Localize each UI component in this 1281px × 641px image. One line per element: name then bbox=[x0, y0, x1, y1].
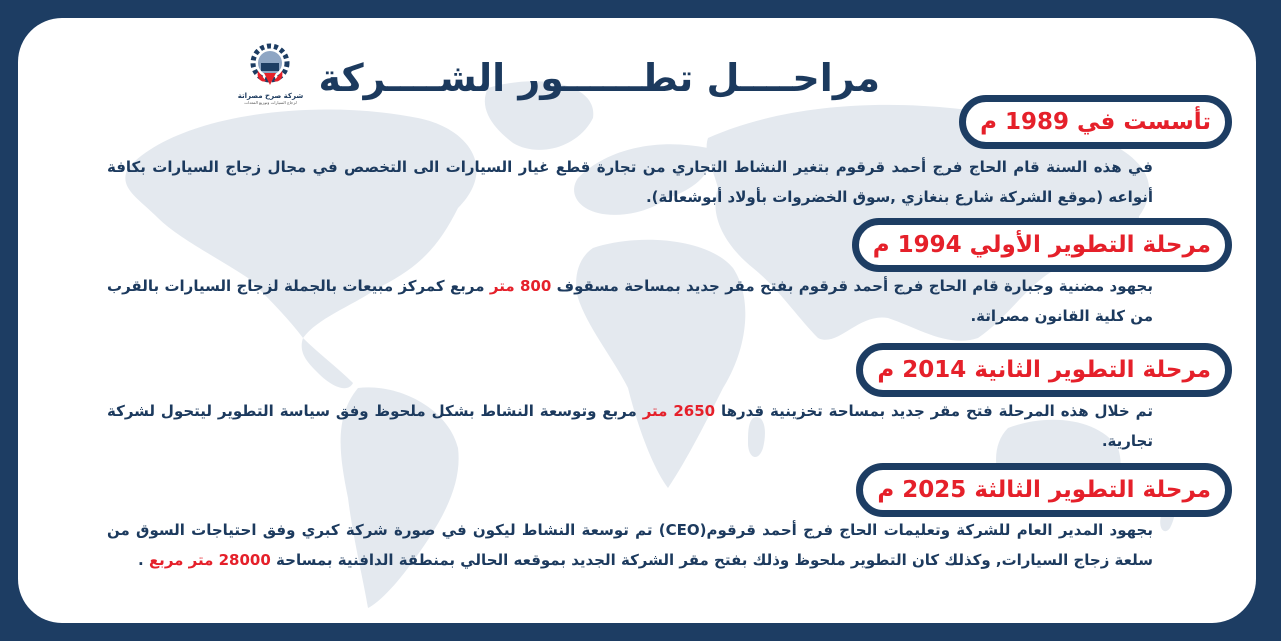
stage-text-segment: مربع وتوسعة النشاط بشكل ملحوظ وفق سياسة التطوير ليتحول لشركة تجارية. bbox=[107, 402, 1153, 450]
stage-text-1994 bbox=[107, 271, 1153, 331]
stage-text-segment: تم خلال هذه المرحلة فتح مقر جديد بمساحة تخزينية قدرها bbox=[715, 402, 1154, 420]
stage-text-segment: . bbox=[138, 551, 149, 569]
stage-title-1989: تأسست في 1989 م bbox=[959, 95, 1232, 149]
stage-title-1994: مرحلة التطوير الأولي 1994 م bbox=[852, 218, 1232, 272]
logo-company-name: شركة صرح مصراتة bbox=[237, 92, 304, 100]
stage-text-2014 bbox=[107, 396, 1153, 456]
stage-text-segment: بجهود مضنية وجبارة قام الحاج فرج أحمد قرقوم بفتح مقر جديد بمساحة مسقوف bbox=[551, 277, 1153, 295]
stage-title-2014: مرحلة التطوير الثانية 2014 م bbox=[856, 343, 1232, 397]
stage-text-1989 bbox=[107, 152, 1153, 212]
stage-text-segment: في هذه السنة قام الحاج فرج أحمد قرقوم بتغير النشاط التجاري من تجارة قطع غيار السيارات الى التخصص في مجال زجاج السيارات بكافة أنواعه (موقع الشركة شارع بنغازي ,سوق الخضروات بأولاد أبوشعالة). bbox=[107, 158, 1153, 206]
logo-tagline: لزجاج السيارات وتوزيع المعدات bbox=[244, 100, 297, 105]
stage-text-segment: مربع كمركز مبيعات بالجملة لزجاج السيارات بالقرب من كلية القانون مصراتة. bbox=[107, 277, 1153, 325]
stage-text-segment: بجهود المدير العام للشركة وتعليمات الحاج فرج أحمد قرقوم(CEO) تم توسعة النشاط ليكون في صورة شركة كبري وفق احتياجات السوق من سلعة زجاج السيارات, وكذلك كان التطوير ملحوظ وذلك بفتح مقر الشركة الجديد بموقعه الحالي بمنطقة الدافنية بمساحة bbox=[107, 521, 1153, 569]
header bbox=[237, 48, 880, 108]
area-highlight: 800 متر bbox=[489, 277, 552, 295]
stage-text-2025 bbox=[107, 515, 1153, 575]
area-highlight: 28000 متر مربع bbox=[148, 551, 271, 569]
page-title: مراحــــل تطــــــور الشــــركة bbox=[318, 56, 880, 100]
area-highlight: 2650 متر bbox=[642, 402, 716, 420]
company-logo bbox=[237, 43, 304, 113]
stage-title-2025: مرحلة التطوير الثالثة 2025 م bbox=[856, 463, 1232, 517]
main-card bbox=[18, 18, 1256, 623]
company-gear-logo-icon bbox=[250, 43, 290, 91]
